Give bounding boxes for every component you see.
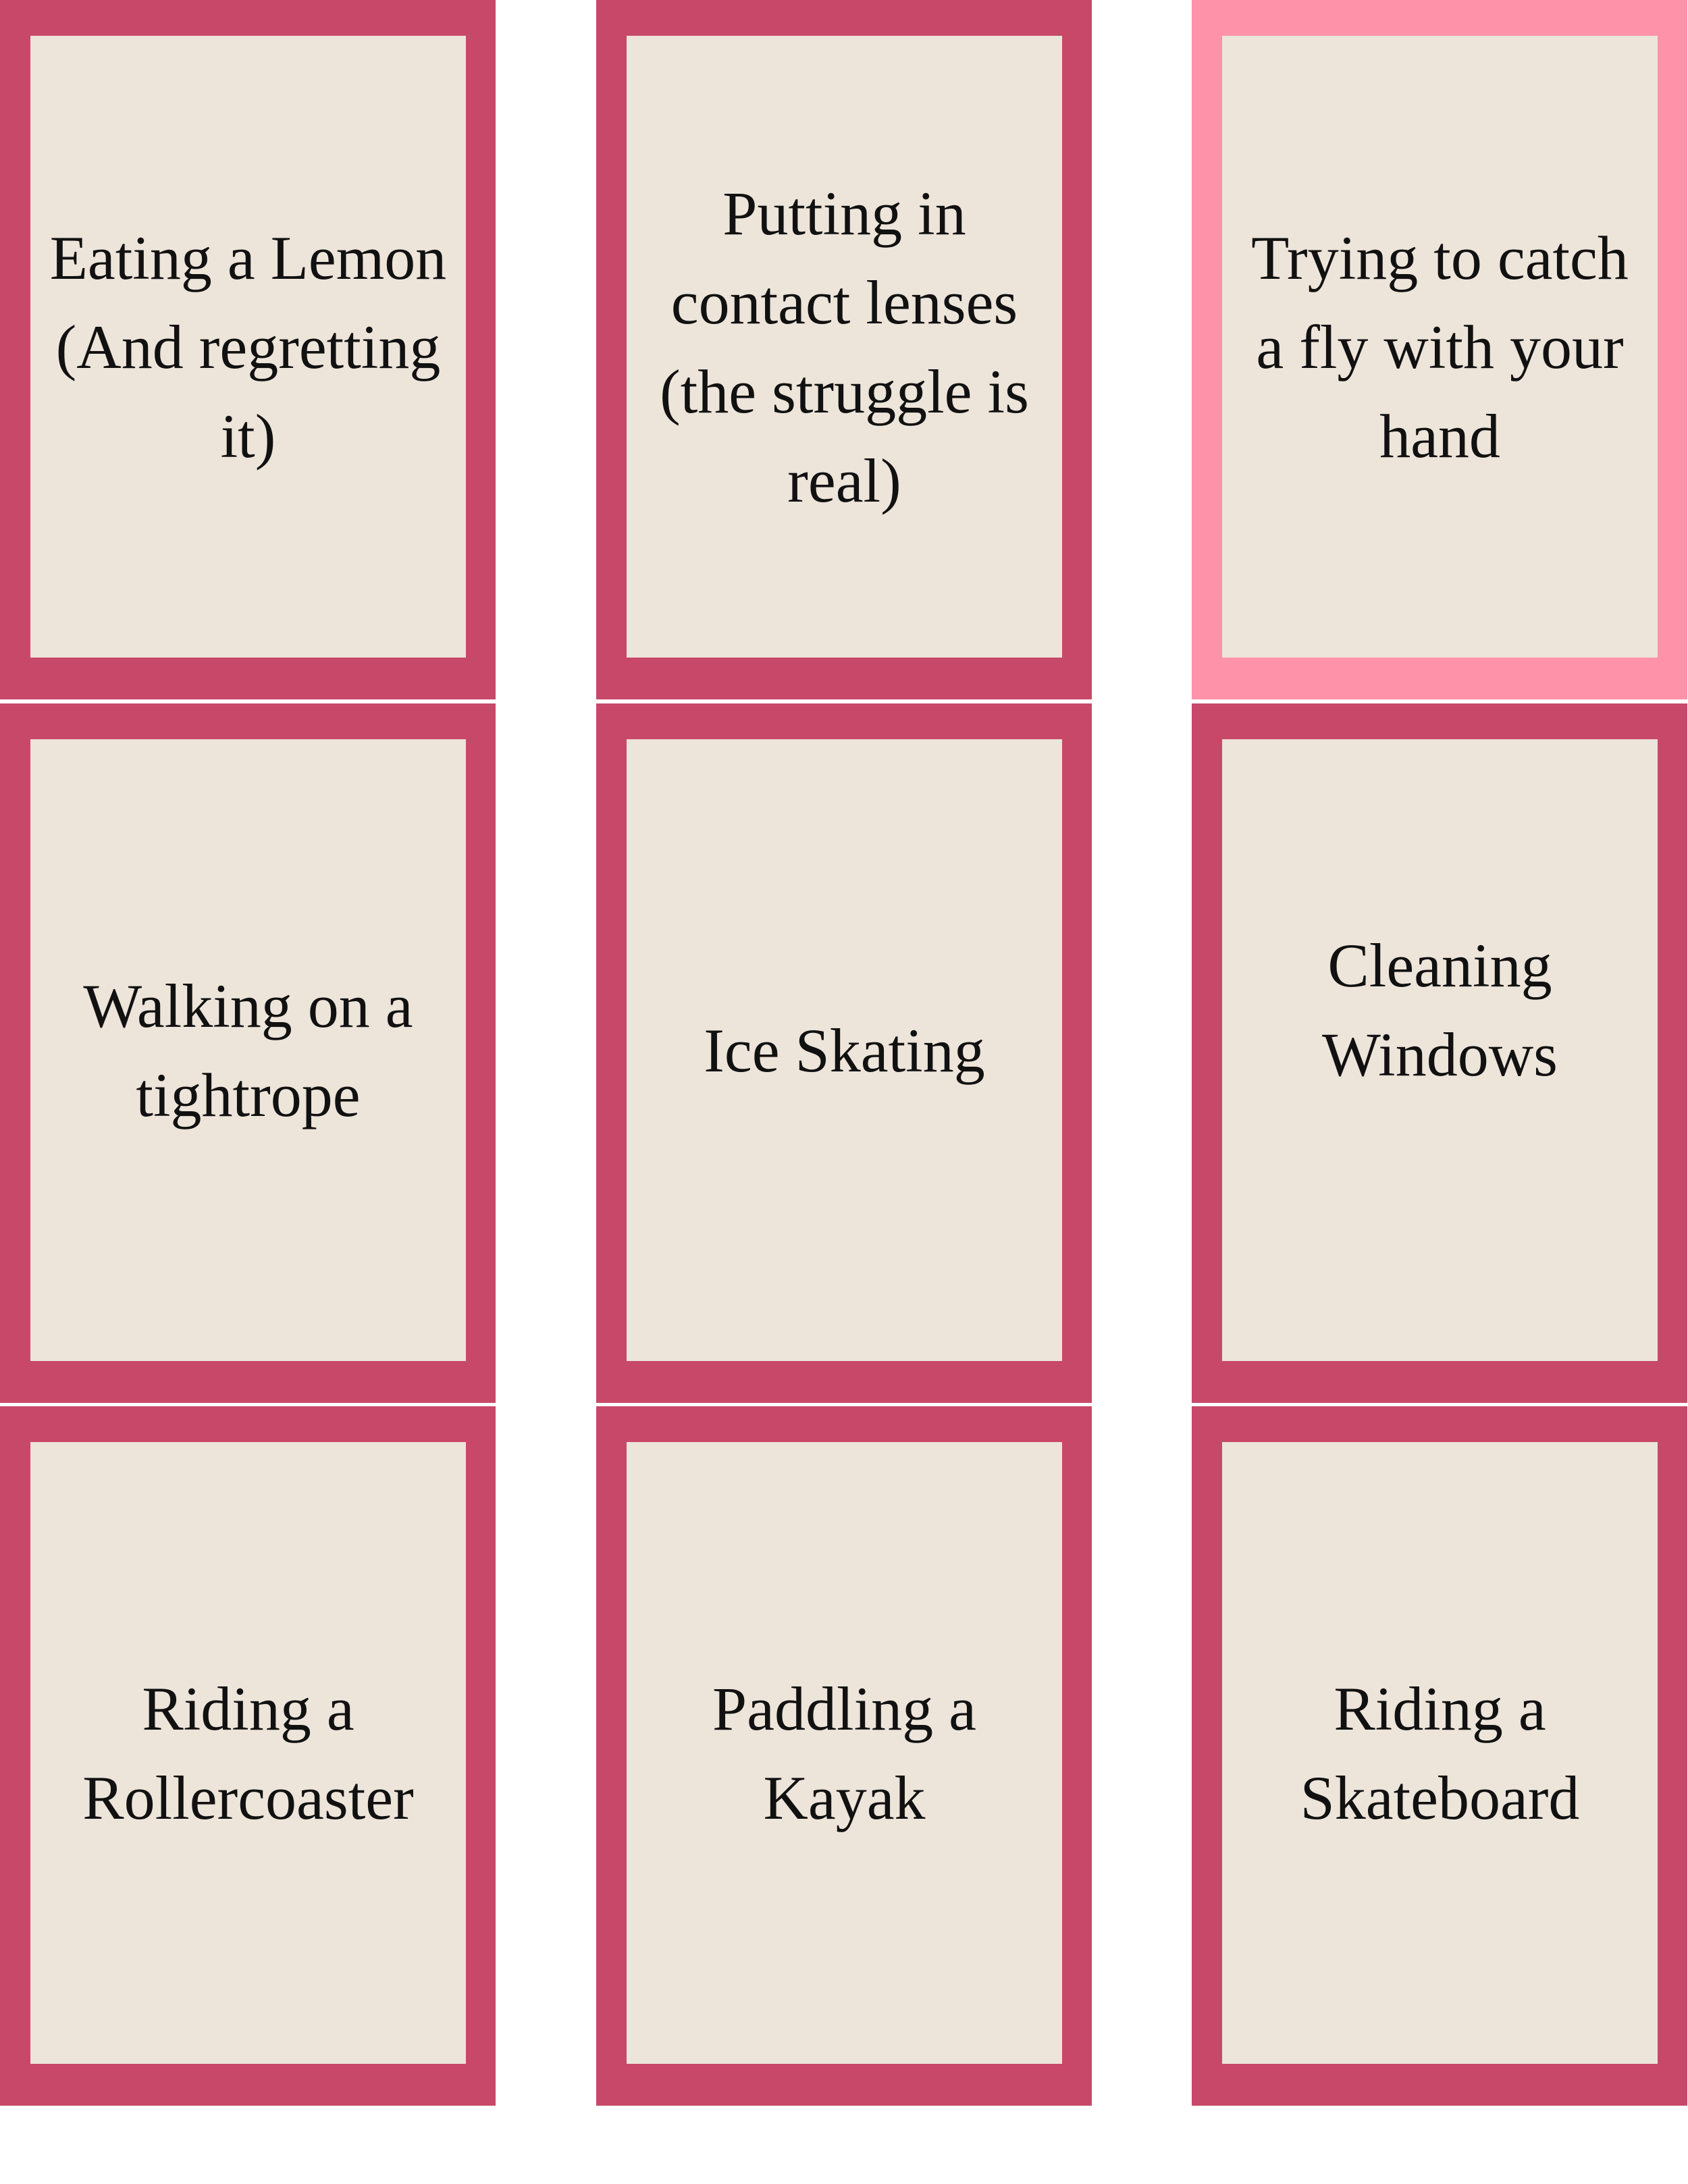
card-text: Ice Skating	[704, 1015, 985, 1085]
card-rollercoaster[interactable]	[0, 1406, 496, 2106]
card-text: Eating a Lemon (And regretting it)	[49, 223, 447, 471]
card-face	[627, 36, 1062, 658]
card-text: Cleaning Windows	[1322, 930, 1558, 1089]
card-face	[1222, 36, 1658, 658]
card-cleaning-windows[interactable]	[1192, 703, 1687, 1403]
card-face	[30, 1442, 466, 2064]
card-skateboard[interactable]	[1192, 1406, 1687, 2106]
card-ice-skating[interactable]	[596, 703, 1092, 1403]
card-text: Paddling a Kayak	[712, 1674, 976, 1832]
card-text: Walking on a tightrope	[83, 971, 413, 1129]
card-text: Putting in contact lenses (the struggle is real)	[660, 178, 1029, 515]
card-face	[30, 739, 466, 1361]
card-face	[627, 739, 1062, 1361]
card-face	[627, 1442, 1062, 2064]
card-eating-lemon[interactable]	[0, 0, 496, 699]
card-text: Riding a Rollercoaster	[82, 1674, 414, 1832]
card-contact-lenses[interactable]	[596, 0, 1092, 699]
card-text: Trying to catch a fly with your hand	[1251, 223, 1629, 471]
card-face	[1222, 1442, 1658, 2064]
card-text: Riding a Skateboard	[1300, 1674, 1580, 1832]
card-face	[30, 36, 466, 658]
card-face	[1222, 739, 1658, 1361]
card-kayak[interactable]	[596, 1406, 1092, 2106]
card-catch-fly[interactable]	[1192, 0, 1687, 699]
card-tightrope[interactable]	[0, 703, 496, 1403]
